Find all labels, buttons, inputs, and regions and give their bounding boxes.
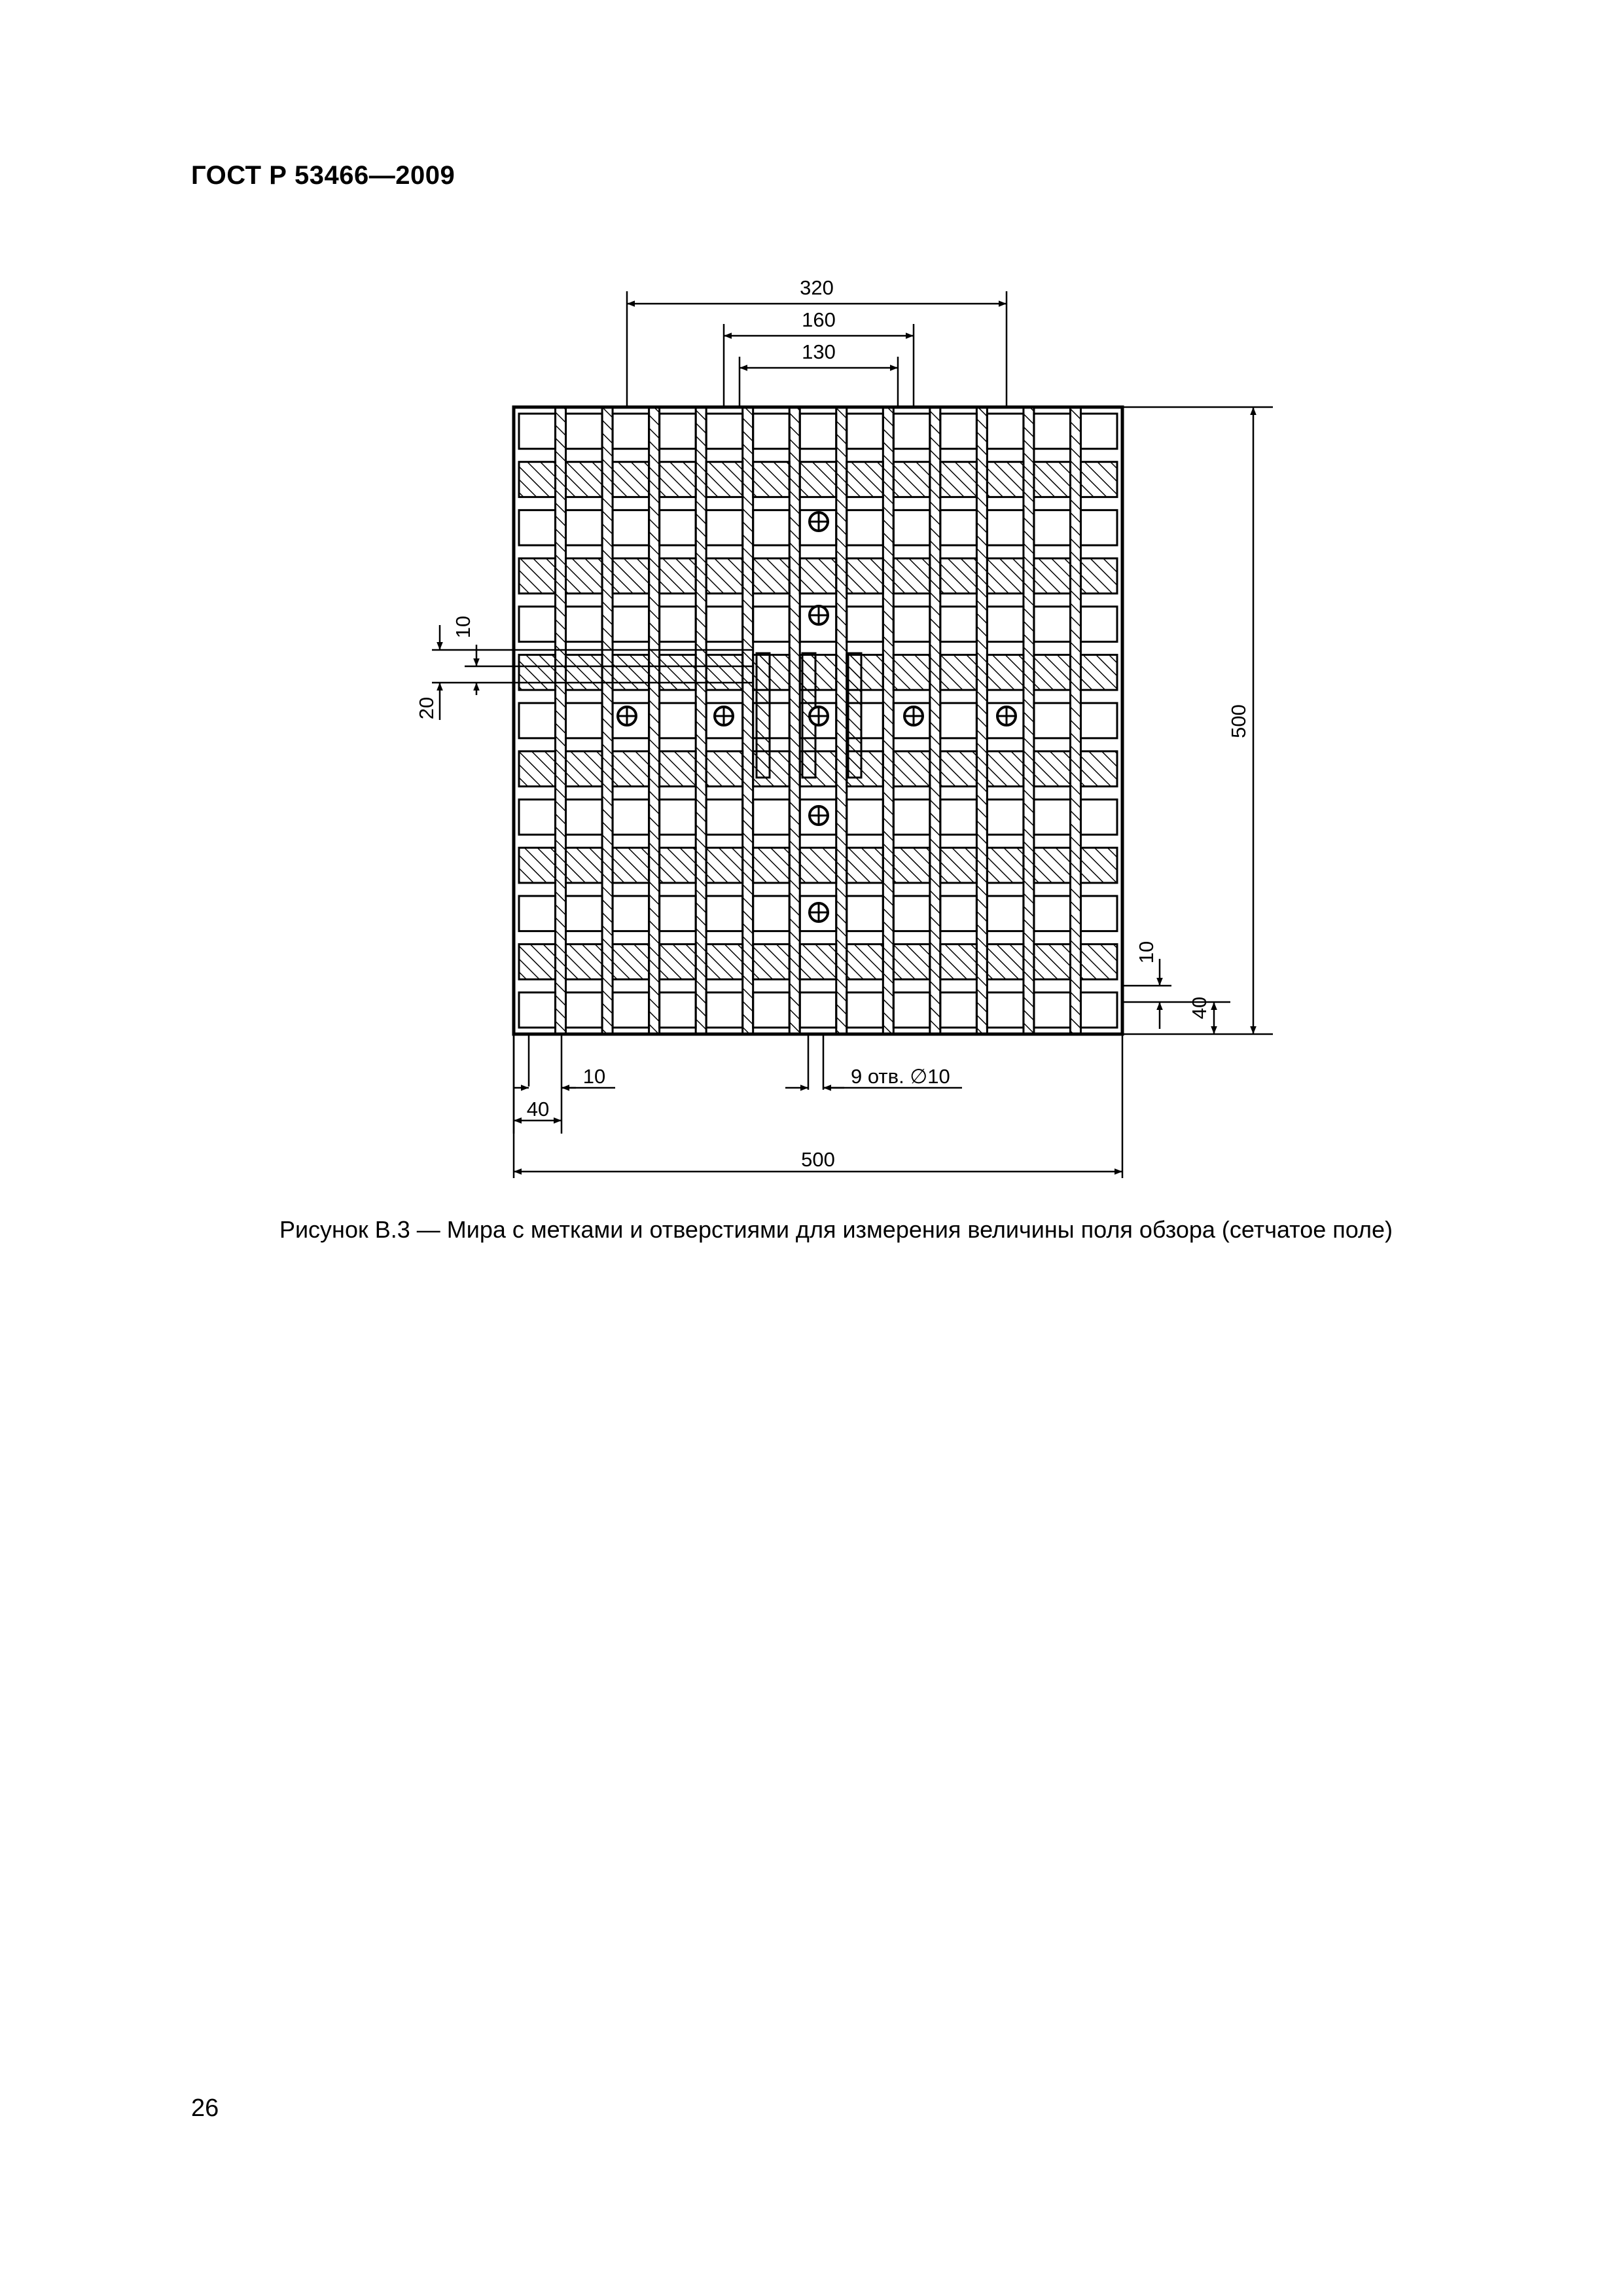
grid-cell (566, 414, 603, 449)
hatched-cell (940, 848, 977, 883)
hatched-cell (660, 655, 696, 690)
grid-cell (753, 510, 790, 545)
dim-bottom-10: 10 (582, 1065, 606, 1088)
vertical-strip (883, 407, 893, 1034)
grid-cell (847, 896, 883, 931)
grid-cell (519, 896, 556, 931)
hatched-cell (753, 944, 790, 980)
hatched-cell (1034, 848, 1071, 883)
vertical-strip (1024, 407, 1034, 1034)
grid-cell (800, 414, 836, 449)
grid-cell (519, 510, 556, 545)
hatched-cell (660, 462, 696, 497)
grid-cell (1034, 800, 1071, 835)
grid-cell (893, 800, 930, 835)
hatched-cell (1034, 944, 1071, 980)
grid-cell (566, 800, 603, 835)
grid-cell (893, 607, 930, 642)
grid-cell (519, 414, 556, 449)
hatched-cell (1034, 751, 1071, 787)
hatched-cell (706, 848, 743, 883)
hatched-cell (987, 751, 1024, 787)
hatched-cell (753, 848, 790, 883)
hatched-cell (847, 944, 883, 980)
grid-cell (940, 607, 977, 642)
figure-caption-text: Рисунок В.3 — Мира с метками и отверстиями для измерения величины поля обзора (сетчатое поле) (279, 1216, 1393, 1243)
grid-cell (519, 703, 556, 738)
dim-holes: 9 отв. ∅10 (851, 1065, 950, 1088)
hatched-cell (800, 944, 836, 980)
grid-cell (753, 896, 790, 931)
grid-cell (706, 607, 743, 642)
hatched-cell (660, 848, 696, 883)
hatched-cell (940, 462, 977, 497)
grid-cell (660, 510, 696, 545)
grid-cell (613, 510, 649, 545)
grid-cell (940, 992, 977, 1028)
grid-cell (1034, 607, 1071, 642)
document-code: ГОСТ Р 53466—2009 (191, 161, 455, 190)
central-bar (757, 653, 770, 778)
grid-cell (1080, 992, 1117, 1028)
hatched-cell (1080, 944, 1117, 980)
grid-cell (847, 992, 883, 1028)
hatched-cell (613, 848, 649, 883)
grid-cell (987, 896, 1024, 931)
grid-cell (847, 414, 883, 449)
grid-cell (987, 800, 1024, 835)
hatched-cell (566, 944, 603, 980)
hatched-cell (519, 558, 556, 594)
hatched-cell (660, 558, 696, 594)
hatched-cell (660, 751, 696, 787)
grid-cell (660, 896, 696, 931)
grid-cell (706, 414, 743, 449)
hatched-cell (706, 944, 743, 980)
grid-cell (847, 510, 883, 545)
hatched-cell (706, 558, 743, 594)
hatched-cell (1080, 655, 1117, 690)
grid-cell (987, 414, 1024, 449)
hatched-cell (566, 751, 603, 787)
hatched-cell (1080, 751, 1117, 787)
vertical-strip (649, 407, 660, 1034)
grid-cell (987, 510, 1024, 545)
hatched-cell (519, 751, 556, 787)
hatched-cell (940, 944, 977, 980)
hatched-cell (519, 944, 556, 980)
dim-right-10: 10 (1135, 941, 1158, 964)
grid-cell (613, 896, 649, 931)
grid-cell (893, 896, 930, 931)
grid-cell (1034, 896, 1071, 931)
grid-cell (847, 800, 883, 835)
hatched-cell (613, 751, 649, 787)
hatched-cell (987, 558, 1024, 594)
grid-cell (940, 896, 977, 931)
grid-cell (660, 800, 696, 835)
hatched-cell (613, 944, 649, 980)
vertical-strip (602, 407, 613, 1034)
grid-cell (706, 510, 743, 545)
grid-cell (566, 992, 603, 1028)
hatched-cell (987, 848, 1024, 883)
grid-cell (893, 992, 930, 1028)
hatched-cell (1080, 848, 1117, 883)
vertical-strip (556, 407, 566, 1034)
hatched-cell (706, 751, 743, 787)
hatched-cell (893, 558, 930, 594)
grid-cell (987, 992, 1024, 1028)
vertical-strip (789, 407, 800, 1034)
hatched-cell (660, 944, 696, 980)
grid-cell (940, 800, 977, 835)
grid-cell (613, 992, 649, 1028)
grid-cell (706, 896, 743, 931)
vertical-strip (836, 407, 847, 1034)
dim-bottom-500: 500 (801, 1148, 835, 1171)
hatched-cell (753, 462, 790, 497)
grid-cell (1080, 510, 1117, 545)
hatched-cell (800, 462, 836, 497)
hatched-cell (706, 462, 743, 497)
dim-left-10: 10 (452, 615, 474, 639)
hatched-cell (1034, 462, 1071, 497)
hatched-cell (613, 655, 649, 690)
grid-cell (660, 703, 696, 738)
grid-cell (1034, 414, 1071, 449)
hatched-cell (940, 558, 977, 594)
hatched-cell (566, 558, 603, 594)
dim-left-20: 20 (415, 696, 438, 720)
grid-cell (1080, 800, 1117, 835)
hatched-cell (987, 944, 1024, 980)
hatched-cell (613, 558, 649, 594)
hatched-cell (566, 848, 603, 883)
grid-cell (1080, 703, 1117, 738)
grid-cell (800, 992, 836, 1028)
hatched-cell (1080, 558, 1117, 594)
dim-right-40: 40 (1188, 996, 1211, 1020)
grid-cell (1034, 510, 1071, 545)
vertical-strip (696, 407, 706, 1034)
dim-right-500: 500 (1227, 704, 1250, 738)
hatched-cell (566, 655, 603, 690)
grid-cell (613, 414, 649, 449)
grid-cell (566, 703, 603, 738)
grid-cell (940, 414, 977, 449)
hatched-cell (893, 462, 930, 497)
dim-320: 320 (800, 276, 834, 299)
grid-cell (566, 607, 603, 642)
hatched-cell (566, 462, 603, 497)
grid-cell (613, 800, 649, 835)
grid-cell (940, 703, 977, 738)
hatched-cell (987, 462, 1024, 497)
hatched-cell (940, 751, 977, 787)
grid-cell (753, 414, 790, 449)
grid-cell (706, 800, 743, 835)
grid-cell (1080, 896, 1117, 931)
grid-cell (893, 510, 930, 545)
grid-cell (847, 607, 883, 642)
figure-caption (0, 1216, 1623, 1244)
dim-160: 160 (802, 308, 836, 331)
hatched-cell (847, 558, 883, 594)
hatched-cell (893, 751, 930, 787)
hatched-cell (519, 462, 556, 497)
central-bar (848, 653, 861, 778)
hatched-cell (519, 655, 556, 690)
grid-cell (753, 992, 790, 1028)
vertical-strip (1070, 407, 1080, 1034)
grid-cell (940, 510, 977, 545)
hatched-cell (987, 655, 1024, 690)
grid-cell (519, 800, 556, 835)
grid-cell (519, 607, 556, 642)
hatched-cell (519, 848, 556, 883)
vertical-strip (743, 407, 753, 1034)
hatched-cell (1034, 655, 1071, 690)
grid-cell (660, 414, 696, 449)
hatched-cell (800, 558, 836, 594)
grid-cell (519, 992, 556, 1028)
grid-cell (613, 607, 649, 642)
grid-cell (1034, 992, 1071, 1028)
grid-cell (1080, 414, 1117, 449)
dim-bottom-40: 40 (526, 1098, 550, 1121)
grid-cell (893, 414, 930, 449)
hatched-cell (847, 462, 883, 497)
grid-cell (753, 607, 790, 642)
hatched-cell (1034, 558, 1071, 594)
hatched-cell (753, 558, 790, 594)
grid-cell (987, 607, 1024, 642)
grid-field (514, 407, 1122, 1034)
hatched-cell (847, 848, 883, 883)
hatched-cell (940, 655, 977, 690)
grid-cell (1080, 607, 1117, 642)
dim-130: 130 (802, 340, 836, 363)
grid-cell (566, 510, 603, 545)
grid-cell (706, 992, 743, 1028)
grid-cell (660, 992, 696, 1028)
vertical-strip (976, 407, 987, 1034)
grid-cell (1034, 703, 1071, 738)
page-number: 26 (191, 2094, 219, 2122)
hatched-cell (893, 848, 930, 883)
grid-cell (753, 800, 790, 835)
hatched-cell (1080, 462, 1117, 497)
vertical-strip (930, 407, 940, 1034)
hatched-cell (706, 655, 743, 690)
grid-cell (566, 896, 603, 931)
hatched-cell (613, 462, 649, 497)
hatched-cell (800, 848, 836, 883)
hatched-cell (893, 944, 930, 980)
grid-cell (660, 607, 696, 642)
hatched-cell (893, 655, 930, 690)
